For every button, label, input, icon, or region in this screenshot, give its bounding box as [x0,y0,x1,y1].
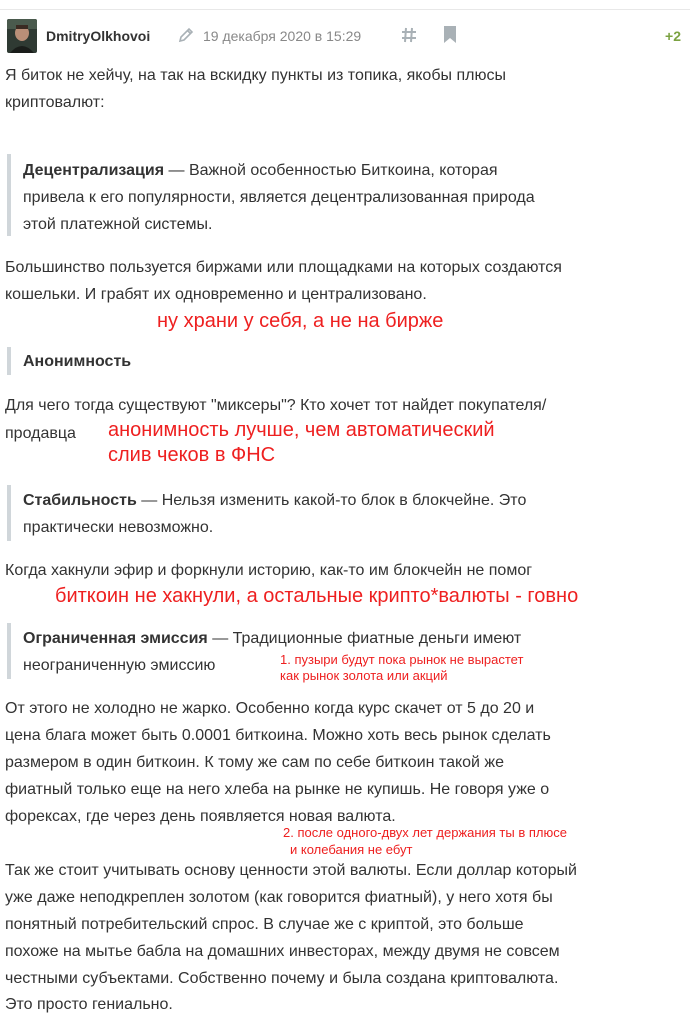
quote-line [23,157,498,184]
annotation: слив чеков в ФНС [108,444,276,466]
pencil-icon [178,27,194,43]
author-name[interactable]: DmitryOlkhovoi [46,28,151,44]
paragraph-line: Большинство пользуется биржами или площадками на которых создаются [5,259,562,276]
paragraph-line: кошельки. И грабят их одновременно и централизовано. [5,286,427,303]
quote-line [23,348,131,375]
blockquote-bar [7,485,11,541]
comment-score: +2 [665,28,681,44]
paragraph-line: Это просто гениально. [5,996,173,1013]
bookmark-icon[interactable] [444,26,456,43]
paragraph-line: честными субъектами. Собственно почему и была создана криптовалюта. [5,970,559,987]
paragraph-line: фиатный только еще на него хлеба на рынке не купишь. Не говоря уже о [5,781,550,798]
annotation: анонимность лучше, чем автоматический [108,419,495,441]
quote-line: неограниченную эмиссию [23,657,216,674]
paragraph-line: криптовалют: [5,94,105,111]
quote-line [23,625,521,652]
blockquote-bar [7,154,11,236]
quote-line: привела к его популярности, является децентрализованная природа [23,189,535,206]
quote-text: — Важной особенностью Биткоина, которая [164,162,498,179]
hash-icon[interactable] [401,26,417,44]
paragraph-line: продавца [5,425,76,442]
paragraph-line: уже даже неподкреплен золотом (как говорится фиатный), у него хотя бы [5,889,553,906]
quote-term: Стабильность [23,492,137,509]
paragraph-line: Для чего тогда существуют "миксеры"? Кто хочет тот найдет покупателя/ [5,397,547,414]
quote-term: Децентрализация [23,162,165,179]
comment-date[interactable]: 19 декабря 2020 в 15:29 [203,28,362,44]
paragraph-line: размером в один биткоин. К тому же сам по себе биткоин такой же [5,754,505,771]
quote-text: — Нельзя изменить какой-то блок в блокчейне. Это [136,492,527,509]
avatar[interactable] [7,19,37,53]
quote-line: практически невозможно. [23,519,214,536]
divider [0,9,690,10]
annotation: и колебания не ебут [290,842,413,857]
paragraph-line: Когда хакнули эфир и форкнули историю, как-то им блокчейн не помог [5,562,533,579]
annotation: как рынок золота или акций [280,668,448,683]
paragraph-line: похоже на мытье бабла на домашних инвесторах, между двумя не совсем [5,943,560,960]
annotation: 1. пузыри будут пока рынок не вырастет [280,652,524,667]
annotation: биткоин не хакнули, а остальные крипто*валюты - говно [55,585,579,607]
annotation: ну храни у себя, а не на бирже [157,310,444,332]
quote-line: этой платежной системы. [23,216,213,233]
blockquote-bar [7,623,11,679]
annotation: 2. после одного-двух лет держания ты в плюсе [283,825,567,840]
paragraph-line: Так же стоит учитывать основу ценности этой валюты. Если доллар который [5,862,577,879]
paragraph-line: Я биток не хейчу, на так на вскидку пункты из топика, якобы плюсы [5,67,506,84]
paragraph-line: форексах, где через день появляется новая валюта. [5,808,396,825]
comment-header [7,19,683,53]
blockquote-bar [7,347,11,375]
quote-term: Анонимность [23,353,132,370]
quote-text: — Традиционные фиатные деньги имеют [207,630,522,647]
quote-line [23,487,526,514]
paragraph-line: цена блага может быть 0.0001 биткоина. Можно хоть весь рынок сделать [5,727,551,744]
paragraph-line: От этого не холодно не жарко. Особенно когда курс скачет от 5 до 20 и [5,700,535,717]
quote-term: Ограниченная эмиссия [23,630,208,647]
paragraph-line: понятный потребительский спрос. В случае же с криптой, это больше [5,916,524,933]
